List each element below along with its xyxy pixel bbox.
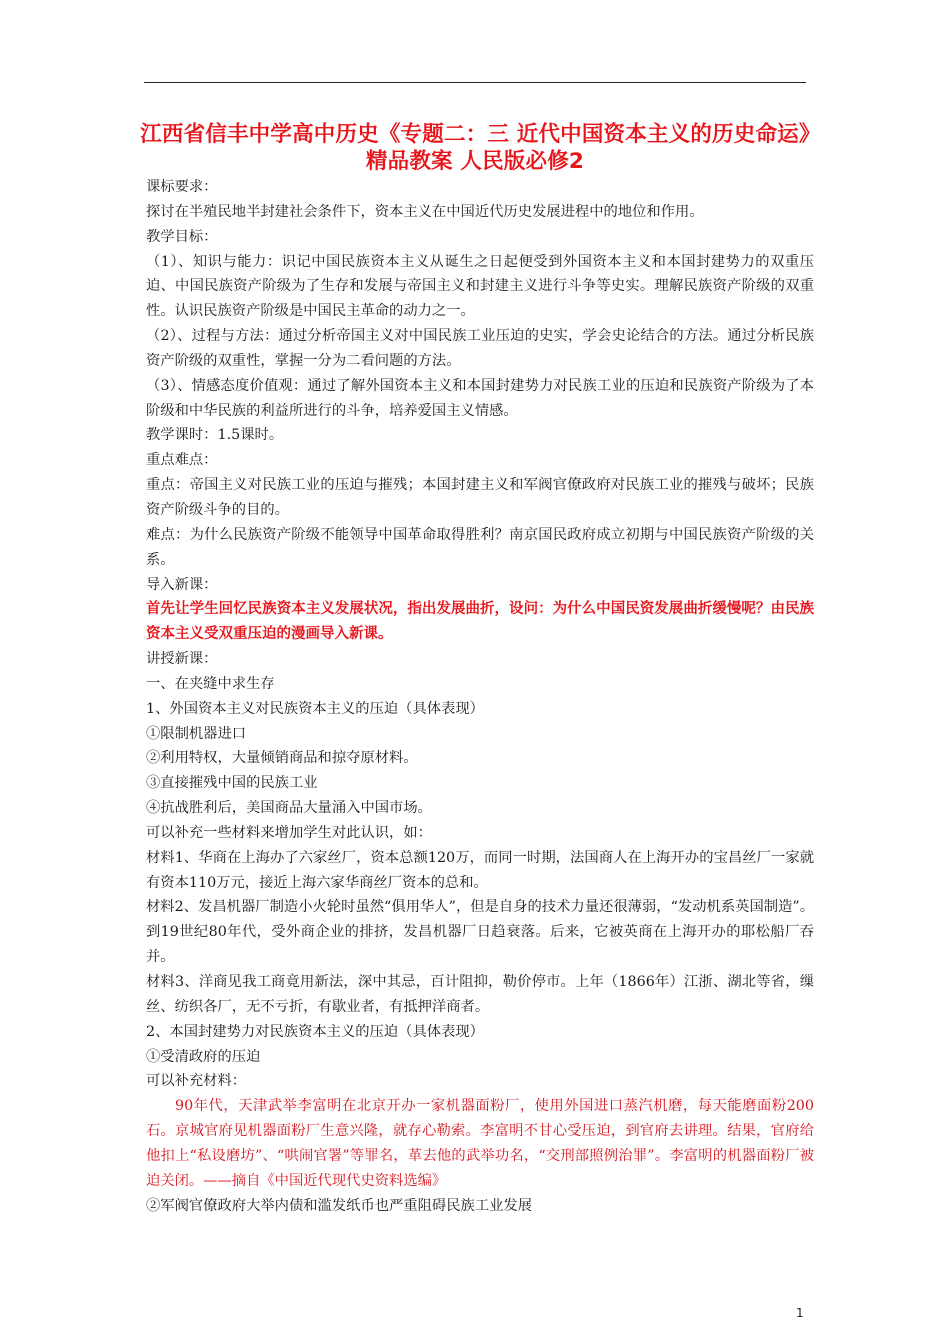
material-red-text: 90年代，天津武举李富明在北京开办一家机器面粉厂，使用外国进口蒸汽机磨，每天能磨面粉200石。京城官府见机器面粉厂生意兴隆，就存心勒索。李富明不甘心受压迫，到官府去讲理。结果，官府给他扣上“私设磨坊”、“哄闹官署”等罪名，革去他的武举功名，“交刑部照例治罪”。李富明的机器面粉厂被迫关闭。——摘自《中国近代现代史资料选编》 [146,1098,814,1189]
paragraph: 教学课时：1.5课时。 [146,427,284,444]
paragraph: 可以补充材料： [146,1073,247,1090]
document-body [146,175,814,1218]
paragraph: 重点：帝国主义对民族工业的压迫与摧残；本国封建主义和军阀官僚政府对民族工业的摧残与破坏；民族资产阶级斗争的目的。 [146,477,814,518]
section-label: 课标要求： [146,179,218,195]
list-item: ①受清政府的压迫 [146,1048,261,1065]
section-label: 重点难点： [146,452,218,469]
material-paragraph: 材料2、发昌机器厂制造小火轮时虽然“俱用华人”，但是自身的技术力量还很薄弱，“发动机系英国制造”。到19世纪80年代，受外商企业的排挤，发昌机器厂日趋衰落。后来，它被英商在上海开办的耶松船厂吞并。 [146,899,814,966]
material-paragraph: 材料3、洋商见我工商竟用新法，深中其忌，百计阻抑，勒价停市。上年（1866年）江浙、湖北等省，缫丝、纺织各厂，无不亏折，有歇业者，有抵押洋商者。 [146,974,814,1015]
paragraph: （2）、过程与方法：通过分析帝国主义对中国民族工业压迫的史实，学会史论结合的方法。通过分析民族资产阶级的双重性，掌握一分为二看问题的方法。 [146,328,814,369]
page-number: 1 [796,1306,804,1320]
document-title: 江西省信丰中学高中历史《专题二：三 近代中国资本主义的历史命运》精品教案 人民版必修2 [140,122,810,174]
list-item: ②军阀官僚政府大举内债和滥发纸币也严重阻碍民族工业发展 [146,1197,533,1214]
section-label: 教学目标： [146,228,218,245]
header-rule [144,82,806,83]
subheading: 2、本国封建势力对民族资本主义的压迫（具体表现） [146,1023,484,1040]
list-item: ①限制机器进口 [146,725,247,742]
subheading: 1、外国资本主义对民族资本主义的压迫（具体表现） [146,700,484,717]
paragraph: （3）、情感态度价值观：通过了解外国资本主义和本国封建势力对民族工业的压迫和民族资产阶级为了本阶级和中华民族的利益所进行的斗争，培养爱国主义情感。 [146,377,814,419]
section-label: 导入新课： [146,576,218,593]
list-item: ④抗战胜利后，美国商品大量涌入中国市场。 [146,800,432,817]
list-item: ②利用特权，大量倾销商品和掠夺原材料。 [146,750,418,767]
list-item: ③直接摧残中国的民族工业 [146,775,318,792]
paragraph: 探讨在半殖民地半封建社会条件下，资本主义在中国近代历史发展进程中的地位和作用。 [146,203,704,220]
intro-red-text: 首先让学生回忆民族资本主义发展状况，指出发展曲折，设问：为什么中国民资发展曲折缓慢呢？由民族资本主义受双重压迫的漫画导入新课。 [146,601,814,643]
paragraph: 可以补充一些材料来增加学生对此认识，如： [146,824,432,841]
paragraph: 难点：为什么民族资产阶级不能领导中国革命取得胜利？南京国民政府成立初期与中国民族资产阶级的关系。 [146,526,814,568]
heading: 一、在夹缝中求生存 [146,675,275,692]
paragraph: （1）、知识与能力：识记中国民族资本主义从诞生之日起便受到外国资本主义和本国封建势力的双重压迫、中国民族资产阶级为了生存和发展与帝国主义和封建主义进行斗争等史实。理解民族资产阶级的双重性。认识民族资产阶级是中国民主革命的动力之一。 [146,253,814,320]
section-label: 讲授新课： [146,651,218,668]
material-paragraph: 材料1、华商在上海办了六家丝厂，资本总额120万，而同一时期，法国商人在上海开办的宝昌丝厂一家就有资本110万元，接近上海六家华商丝厂资本的总和。 [146,849,814,891]
